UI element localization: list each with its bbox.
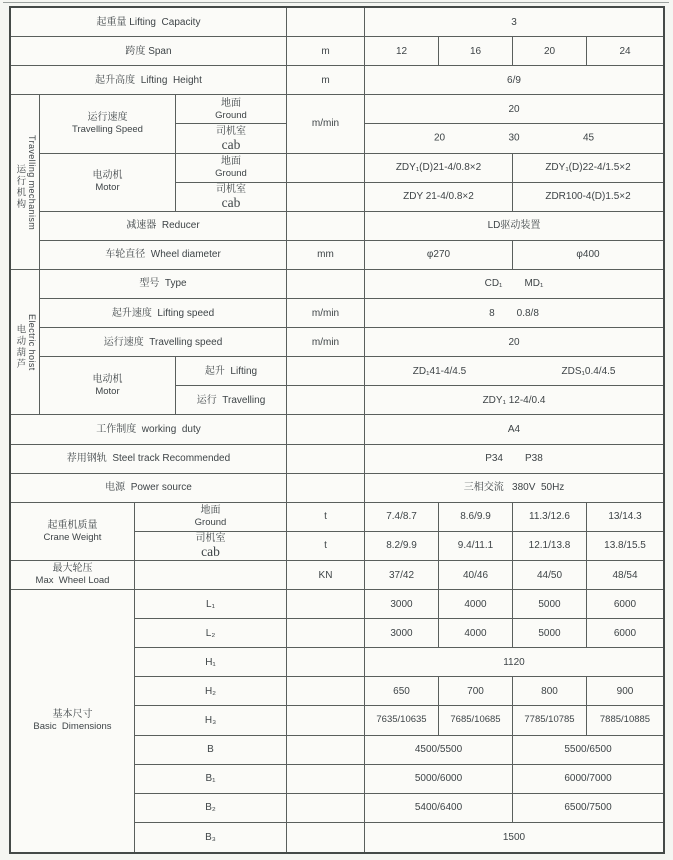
hoist-motor-lifting-sublabel-cell — [176, 357, 287, 386]
hoist-motor-lifting-value: ZDS₁0.4/4.5 — [561, 365, 616, 377]
type-label: 型号 Type — [139, 278, 187, 290]
dim-value-cell — [587, 590, 663, 619]
dim-name-cell — [135, 619, 287, 648]
span-value-cell — [365, 37, 439, 66]
sublabel-en: cab — [201, 544, 220, 560]
dim-value: 900 — [616, 685, 634, 697]
lifting-speed-value: 0.8/8 — [516, 307, 539, 319]
weight-value: 9.4/11.1 — [457, 540, 494, 552]
dim-value-cell — [513, 677, 587, 706]
section-label-en: Travelling mechanism — [27, 134, 38, 230]
section-travelling-mechanism — [11, 95, 40, 270]
weight-ground-sublabel-cell — [135, 503, 287, 532]
working-duty-unit-cell — [287, 415, 365, 444]
type-value: CD₁ — [484, 278, 503, 290]
dim-value: 4000 — [464, 598, 487, 610]
motor-ground-value: ZDY₁(D)21-4/0.8×2 — [395, 162, 482, 174]
span-value: 12 — [395, 45, 408, 57]
hoist-motor-travelling-sublabel-cell — [176, 386, 287, 415]
weight-value: 13.8/15.5 — [604, 540, 646, 552]
label-zh: 电动机 — [92, 170, 123, 182]
dim-value: 5000 — [538, 598, 561, 610]
motor-cab-value-cell — [513, 183, 663, 212]
max-wheel-load-value-cell — [587, 561, 663, 590]
section-label-zh: 运行机构 — [14, 163, 26, 210]
lifting-speed-label-cell — [40, 299, 287, 328]
reducer-label: 减速器 Reducer — [126, 220, 200, 232]
dim-name-cell — [135, 765, 287, 794]
dim-unit-cell — [287, 706, 365, 735]
weight-cab-value-cell — [365, 532, 439, 561]
wheel-value-cell — [365, 241, 513, 270]
working-duty-label: 工作制度 working duty — [96, 423, 201, 435]
height-label: 起升高度 Lifting Height — [95, 74, 202, 86]
dim-name-cell — [135, 677, 287, 706]
working-duty-value-cell — [365, 415, 663, 444]
sublabel-zh: 司机室 — [195, 533, 226, 545]
label-en: Motor — [95, 386, 120, 398]
dim-value: 7785/10785 — [524, 714, 575, 726]
hoist-motor-unit-cell — [287, 357, 365, 386]
dim-value: 7635/10635 — [376, 714, 427, 726]
sublabel-en: cab — [221, 136, 241, 152]
spec-table — [9, 6, 665, 854]
speed-cab-values-cell — [365, 124, 663, 153]
travelling-speed-label-cell — [40, 95, 176, 153]
dim-unit-cell — [287, 736, 365, 765]
max-wheel-load-value-cell — [439, 561, 513, 590]
lifting-speed-label: 起升速度 Lifting speed — [111, 307, 215, 319]
dim-value-cell — [439, 590, 513, 619]
weight-cab-value-cell — [587, 532, 663, 561]
label-en: Travelling Speed — [72, 124, 143, 136]
dim-value: 6500/7500 — [564, 802, 612, 814]
weight-cab-unit-cell — [287, 532, 365, 561]
label-en: Crane Weight — [43, 531, 102, 543]
dim-value-cell — [513, 590, 587, 619]
lifting-speed-value-cell — [365, 299, 663, 328]
sublabel-zh: 司机室 — [216, 184, 246, 196]
max-wheel-load-value: 44/50 — [536, 569, 563, 581]
label-zh: 电动机 — [92, 374, 123, 386]
dim-unit-cell — [287, 823, 365, 852]
weight-cab-sublabel-cell — [135, 532, 287, 561]
wheel-unit: mm — [317, 249, 334, 261]
hoist-motor-travelling-value-cell — [365, 386, 663, 415]
height-value-cell — [365, 66, 663, 95]
dim-name: B — [207, 744, 214, 756]
span-label-cell — [11, 37, 287, 66]
dim-name: L₂ — [205, 627, 216, 639]
wheel-label-cell — [40, 241, 287, 270]
speed-unit: m/min — [311, 118, 340, 130]
working-duty-label-cell — [11, 415, 287, 444]
weight-value: 12.1/13.8 — [528, 540, 571, 552]
span-unit: m — [321, 45, 330, 57]
weight-value: 11.3/12.6 — [529, 511, 570, 523]
dim-name: H₃ — [204, 715, 217, 727]
wheel-label: 车轮直径 Wheel diameter — [105, 249, 221, 261]
weight-ground-unit-cell — [287, 503, 365, 532]
steel-track-value: P34 — [485, 453, 503, 465]
reducer-label-cell — [40, 212, 287, 241]
type-value: MD₁ — [524, 278, 544, 290]
lifting-speed-unit: m/min — [311, 307, 340, 319]
hoist-travelling-speed-label: 运行速度 Travelling speed — [103, 336, 223, 348]
basic-dimensions-label-cell — [11, 590, 135, 852]
dim-value: 6000/7000 — [564, 773, 612, 785]
sublabel-en: Ground — [215, 167, 247, 179]
dim-value: 6000 — [613, 598, 637, 610]
dim-value-cell — [439, 619, 513, 648]
dim-unit-cell — [287, 619, 365, 648]
power-value-cell — [365, 474, 663, 503]
weight-value: 8.6/9.9 — [460, 511, 491, 523]
sublabel: 起升 Lifting — [204, 365, 258, 377]
dim-value: 800 — [541, 685, 558, 697]
dim-value: 1500 — [502, 831, 526, 843]
travelling-motor-label-cell — [40, 154, 176, 212]
speed-unit-cell — [287, 95, 365, 153]
sublabel: 运行 Travelling — [196, 394, 266, 406]
power-label: 电源 Power source — [105, 482, 192, 494]
dim-name-cell — [135, 794, 287, 823]
weight-value: 13/14.3 — [608, 511, 642, 523]
height-unit: m — [321, 74, 330, 86]
dim-value-cell — [513, 736, 663, 765]
motor-unit-cell — [287, 183, 365, 212]
weight-value: 8.2/9.9 — [386, 540, 417, 552]
motor-unit-cell — [287, 154, 365, 183]
dim-value-cell — [365, 677, 439, 706]
hoist-motor-travelling-value: ZDY₁ 12-4/0.4 — [482, 394, 546, 406]
speed-ground-value-cell — [365, 95, 663, 124]
dim-name-cell — [135, 823, 287, 852]
motor-ground-value-cell — [513, 154, 663, 183]
dim-value-cell — [439, 677, 513, 706]
span-value: 16 — [469, 45, 482, 57]
span-label: 跨度 Span — [125, 45, 172, 57]
motor-ground-sublabel-cell — [176, 154, 287, 183]
max-wheel-load-label-cell — [11, 561, 135, 590]
span-value-cell — [513, 37, 587, 66]
power-unit-cell — [287, 474, 365, 503]
wheel-value-cell — [513, 241, 663, 270]
hoist-motor-unit-cell — [287, 386, 365, 415]
speed-cab-value: 30 — [508, 132, 520, 144]
max-wheel-load-value-cell — [513, 561, 587, 590]
dim-value-cell — [513, 706, 587, 735]
section-electric-hoist — [11, 270, 40, 416]
section-label-zh: 电动葫芦 — [14, 323, 26, 370]
weight-ground-value-cell — [513, 503, 587, 532]
steel-track-value-cell — [365, 445, 663, 474]
weight-unit: t — [324, 511, 327, 523]
capacity-value-cell — [365, 8, 663, 37]
dim-value-cell — [587, 706, 663, 735]
max-wheel-load-sublabel-cell — [135, 561, 287, 590]
reducer-unit-cell — [287, 212, 365, 241]
hoist-travelling-speed-value: 20 — [508, 336, 520, 348]
dim-unit-cell — [287, 765, 365, 794]
weight-cab-value-cell — [513, 532, 587, 561]
dim-value: 4000 — [464, 627, 487, 639]
steel-track-unit-cell — [287, 445, 365, 474]
weight-ground-value-cell — [587, 503, 663, 532]
steel-track-value: P38 — [525, 453, 543, 465]
dim-value-cell — [439, 706, 513, 735]
dim-unit-cell — [287, 794, 365, 823]
dim-value-cell — [365, 619, 439, 648]
wheel-value: φ270 — [426, 249, 451, 261]
dim-value: 7885/10885 — [599, 714, 651, 726]
dim-value: 650 — [393, 685, 410, 697]
label-zh: 最大轮压 — [52, 563, 93, 575]
motor-cab-value: ZDR100-4(D)1.5×2 — [545, 191, 631, 203]
label-en: Basic Dimensions — [33, 721, 112, 733]
weight-unit: t — [324, 540, 327, 552]
dim-name-cell — [135, 736, 287, 765]
dim-value-cell — [587, 619, 663, 648]
height-label-cell — [11, 66, 287, 95]
hoist-motor-label-cell — [40, 357, 176, 415]
capacity-value: 3 — [511, 16, 517, 28]
span-value-cell — [587, 37, 663, 66]
max-wheel-load-value-cell — [365, 561, 439, 590]
dim-unit-cell — [287, 648, 365, 677]
scan-edge-line — [3, 2, 669, 3]
weight-cab-value-cell — [439, 532, 513, 561]
dim-value-cell — [365, 823, 663, 852]
span-value: 24 — [619, 45, 631, 57]
dim-value-cell — [365, 765, 513, 794]
motor-cab-value: ZDY 21-4/0.8×2 — [403, 191, 474, 203]
dim-value: 5500/6500 — [564, 744, 612, 756]
span-unit-cell — [287, 37, 365, 66]
lifting-speed-value: 8 — [489, 307, 495, 319]
speed-cab-value: 20 — [433, 132, 446, 144]
max-wheel-load-unit-cell — [287, 561, 365, 590]
height-value: 6/9 — [507, 74, 521, 86]
sublabel-en: Ground — [215, 109, 247, 121]
dim-name: H₁ — [205, 656, 216, 668]
wheel-value: φ400 — [576, 249, 600, 261]
motor-ground-value: ZDY₁(D)22-4/1.5×2 — [545, 162, 631, 174]
hoist-motor-lifting-value-cell — [365, 357, 663, 386]
steel-track-label-cell — [11, 445, 287, 474]
capacity-label-cell — [11, 8, 287, 37]
working-duty-value: A4 — [507, 423, 521, 435]
steel-track-label: 荐用钢轨 Steel track Recommended — [66, 453, 231, 465]
dim-unit-cell — [287, 677, 365, 706]
span-value-cell — [439, 37, 513, 66]
dim-value: 7685/10685 — [450, 714, 501, 726]
motor-ground-value-cell — [365, 154, 513, 183]
speed-cab-value: 45 — [582, 132, 595, 144]
dim-value-cell — [365, 648, 663, 677]
power-value: 三相交流 380V 50Hz — [463, 482, 565, 494]
label-zh: 运行速度 — [87, 112, 128, 124]
hoist-motor-lifting-value: ZD₁41-4/4.5 — [412, 365, 467, 377]
dim-value: 3000 — [390, 627, 413, 639]
dim-value: 5000/6000 — [414, 773, 463, 785]
dim-value: 4500/5500 — [414, 744, 463, 756]
dim-name-cell — [135, 706, 287, 735]
max-wheel-load-value: 48/54 — [612, 569, 638, 581]
dim-value: 700 — [467, 685, 484, 697]
capacity-label: 起重量 Lifting Capacity — [96, 16, 201, 28]
dim-name: B₁ — [205, 773, 216, 785]
dim-name: H₂ — [204, 685, 217, 697]
sublabel-zh: 地面 — [200, 505, 221, 517]
label-zh: 起重机质量 — [47, 519, 98, 531]
dim-value-cell — [365, 736, 513, 765]
dim-value-cell — [587, 677, 663, 706]
dim-name-cell — [135, 590, 287, 619]
dim-value: 5400/6400 — [414, 802, 463, 814]
dim-value-cell — [365, 706, 439, 735]
weight-ground-value-cell — [439, 503, 513, 532]
max-wheel-load-value: 37/42 — [388, 569, 415, 581]
span-value: 20 — [543, 45, 556, 57]
dim-unit-cell — [287, 590, 365, 619]
label-zh: 基本尺寸 — [52, 709, 93, 721]
dim-name: L₁ — [206, 598, 215, 610]
sublabel-en: cab — [221, 195, 241, 211]
hoist-travelling-speed-unit: m/min — [311, 336, 340, 348]
lifting-speed-unit-cell — [287, 299, 365, 328]
dim-value: 1120 — [503, 656, 525, 668]
reducer-value-cell — [365, 212, 663, 241]
power-label-cell — [11, 474, 287, 503]
dim-value-cell — [365, 590, 439, 619]
type-label-cell — [40, 270, 287, 299]
speed-ground-value: 20 — [508, 103, 520, 115]
dim-value-cell — [513, 765, 663, 794]
weight-value: 7.4/8.7 — [386, 511, 417, 523]
dim-name-cell — [135, 648, 287, 677]
label-en: Motor — [95, 182, 120, 194]
weight-ground-value-cell — [365, 503, 439, 532]
dim-value: 5000 — [538, 627, 561, 639]
dim-value-cell — [513, 794, 663, 823]
height-unit-cell — [287, 66, 365, 95]
sublabel-zh: 地面 — [221, 97, 241, 109]
hoist-travelling-speed-label-cell — [40, 328, 287, 357]
type-unit-cell — [287, 270, 365, 299]
hoist-travelling-speed-unit-cell — [287, 328, 365, 357]
capacity-unit-cell — [287, 8, 365, 37]
sublabel-zh: 司机室 — [216, 125, 246, 137]
type-value-cell — [365, 270, 663, 299]
dim-name: B₂ — [205, 802, 216, 814]
dim-value-cell — [513, 619, 587, 648]
dim-value-cell — [365, 794, 513, 823]
max-wheel-load-unit: KN — [318, 569, 333, 581]
reducer-value: LD驱动装置 — [487, 220, 541, 232]
dim-name: B₃ — [205, 831, 216, 843]
motor-cab-value-cell — [365, 183, 513, 212]
speed-ground-sublabel-cell — [176, 95, 287, 124]
crane-weight-label-cell — [11, 503, 135, 561]
label-en: Max Wheel Load — [35, 575, 110, 587]
speed-cab-sublabel-cell — [176, 124, 287, 153]
sublabel-en: Ground — [194, 517, 227, 529]
motor-cab-sublabel-cell — [176, 183, 287, 212]
sublabel-zh: 地面 — [221, 155, 241, 167]
section-label-en: Electric hoist — [27, 313, 38, 371]
dim-value: 6000 — [613, 627, 637, 639]
dim-value: 3000 — [390, 598, 413, 610]
hoist-travelling-speed-value-cell — [365, 328, 663, 357]
max-wheel-load-value: 40/46 — [462, 569, 489, 581]
wheel-unit-cell — [287, 241, 365, 270]
